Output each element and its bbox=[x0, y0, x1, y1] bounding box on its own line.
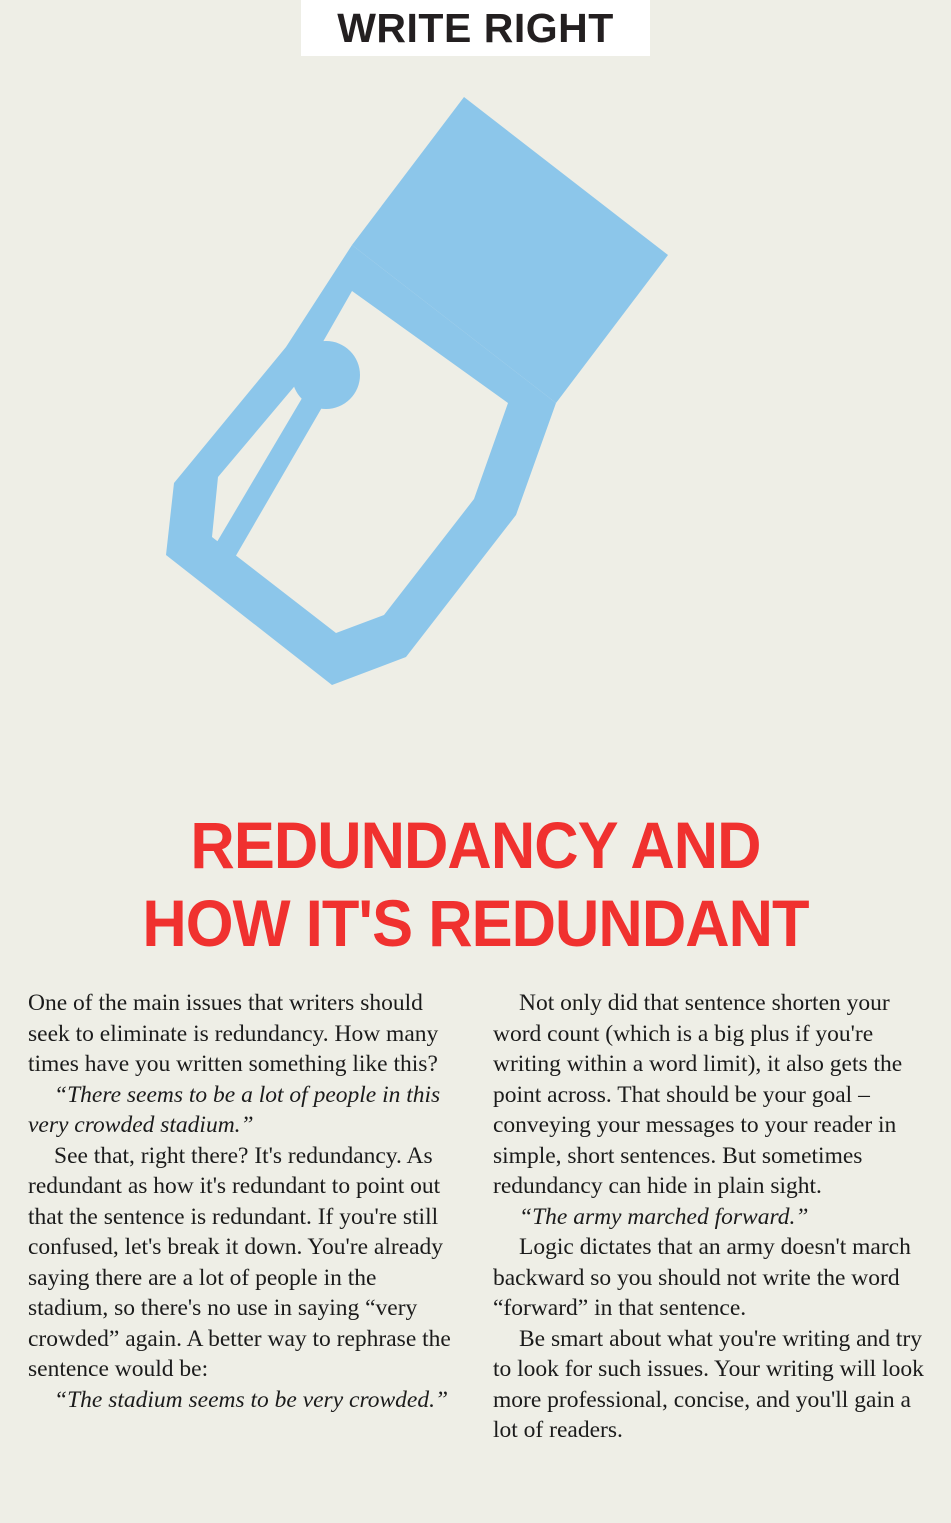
headline-line-2: HOW IT'S REDUNDANT bbox=[142, 886, 809, 961]
pull-quote: “There seems to be a lot of people in this very crowded stadium.” bbox=[28, 1081, 441, 1138]
pull-quote: “The army marched forward.” bbox=[519, 1203, 809, 1230]
paragraph: One of the main issues that writers should seek to eliminate is redundancy. How many times have you written something like this? bbox=[28, 990, 439, 1077]
paragraph: Be smart about what you're writing and try to look for such issues. Your writing will look more professional, concise, and you'll gain a lot of readers. bbox=[493, 1325, 924, 1443]
banner bbox=[0, 0, 951, 58]
page-title bbox=[33, 806, 917, 962]
article-column-left bbox=[28, 988, 461, 1498]
article-body bbox=[28, 988, 926, 1498]
kicker-label: WRITE RIGHT bbox=[301, 0, 650, 56]
article-column-right bbox=[493, 988, 926, 1498]
paragraph: See that, right there? It's redundancy. As redundant as how it's redundant to point out that the sentence is redundant. If you're still confused, let's break it down. You're already saying there are a lot of people in the stadium, so there's no use in saying “very crowded” again. A better way to rephrase the sentence would be: bbox=[28, 1142, 451, 1382]
pull-quote: “The stadium seems to be very crowded.” bbox=[54, 1386, 449, 1413]
illustration bbox=[0, 85, 951, 725]
paragraph: Not only did that sentence shorten your word count (which is a big plus if you're writing within a word limit), it also gets the point across. That should be your goal – conveying your messages to your reader in simple, short sentences. But sometimes redundancy can hide in plain sight. bbox=[493, 990, 903, 1199]
paragraph: Logic dictates that an army doesn't march backward so you should not write the word “forward” in that sentence. bbox=[493, 1234, 911, 1321]
headline-line-1: REDUNDANCY AND bbox=[190, 808, 761, 883]
fountain-pen-nib-icon bbox=[156, 85, 796, 695]
